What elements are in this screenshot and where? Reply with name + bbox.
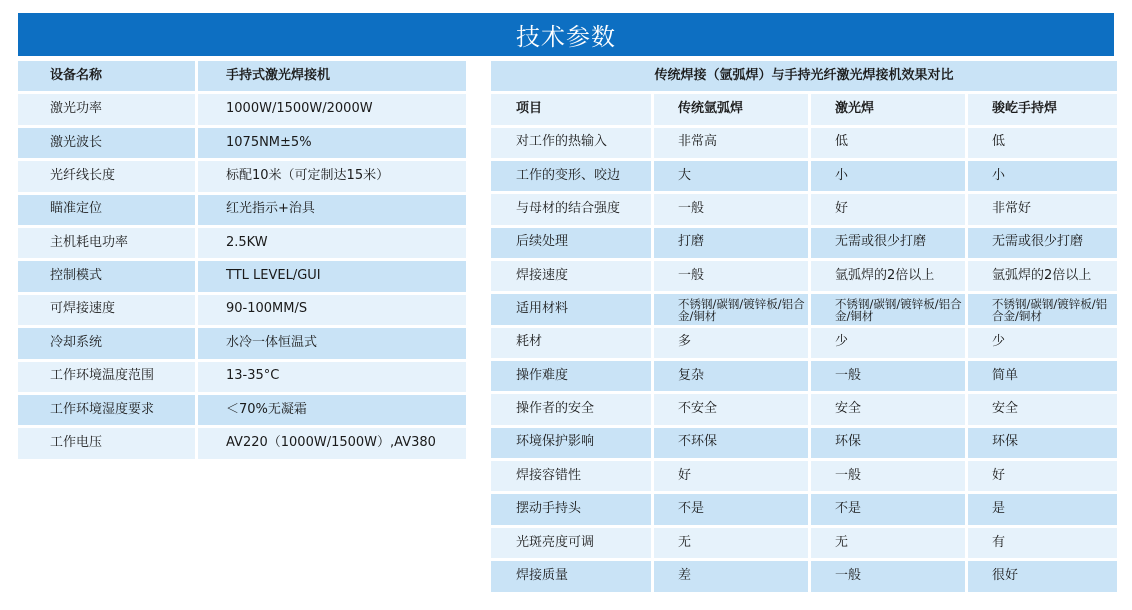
comparison-row-traditional-argon-arc: 好 (654, 461, 808, 491)
spec-row-value: 13-35°C (198, 362, 466, 392)
comparison-row-junyi-handheld: 安全 (968, 394, 1117, 424)
comparison-row-item: 焊接质量 (491, 561, 651, 591)
comparison-row-item: 焊接速度 (491, 261, 651, 291)
comparison-row-junyi-handheld: 有 (968, 528, 1117, 558)
comparison-row-traditional-argon-arc: 不环保 (654, 428, 808, 458)
comparison-row-item: 与母材的结合强度 (491, 194, 651, 224)
comparison-header-row-junyi-handheld: 骏屹手持焊 (968, 94, 1117, 124)
comparison-row-laser-welding: 安全 (811, 394, 965, 424)
comparison-row-traditional-argon-arc: 非常高 (654, 128, 808, 158)
spec-row-label: 工作环境温度范围 (18, 362, 195, 392)
comparison-row-traditional-argon-arc: 大 (654, 161, 808, 191)
spec-row-label: 激光功率 (18, 94, 195, 124)
comparison-row-junyi-handheld: 小 (968, 161, 1117, 191)
comparison-row-traditional-argon-arc: 复杂 (654, 361, 808, 391)
comparison-row-traditional-argon-arc: 一般 (654, 194, 808, 224)
page-title: 技术参数 (516, 23, 616, 51)
comparison-row-junyi-handheld: 不锈钢/碳钢/镀锌板/铝合金/铜材 (968, 294, 1117, 324)
comparison-row-item: 对工作的热输入 (491, 128, 651, 158)
comparison-row-traditional-argon-arc: 多 (654, 328, 808, 358)
comparison-row-laser-welding: 环保 (811, 428, 965, 458)
comparison-row-junyi-handheld: 低 (968, 128, 1117, 158)
spec-table (18, 61, 466, 459)
comparison-row-junyi-handheld: 氩弧焊的2倍以上 (968, 261, 1117, 291)
comparison-row-traditional-argon-arc: 不安全 (654, 394, 808, 424)
spec-row-label: 控制模式 (18, 261, 195, 291)
comparison-row-traditional-argon-arc: 无 (654, 528, 808, 558)
comparison-row-laser-welding: 不锈钢/碳钢/镀锌板/铝合金/铜材 (811, 294, 965, 324)
comparison-row-traditional-argon-arc: 一般 (654, 261, 808, 291)
comparison-header-row-item: 项目 (491, 94, 651, 124)
comparison-row-junyi-handheld: 少 (968, 328, 1117, 358)
comparison-row-item: 适用材料 (491, 294, 651, 324)
comparison-header-row-laser-welding: 激光焊 (811, 94, 965, 124)
spec-row-value: ＜70%无凝霜 (198, 395, 466, 425)
comparison-row-item: 后续处理 (491, 228, 651, 258)
spec-row-value: 1075NM±5% (198, 128, 466, 158)
comparison-row-junyi-handheld: 好 (968, 461, 1117, 491)
comparison-row-laser-welding: 无 (811, 528, 965, 558)
spec-row-label: 主机耗电功率 (18, 228, 195, 258)
spec-row-value: 90-100MM/S (198, 295, 466, 325)
comparison-row-junyi-handheld: 很好 (968, 561, 1117, 591)
comparison-row-junyi-handheld: 简单 (968, 361, 1117, 391)
comparison-row-item: 耗材 (491, 328, 651, 358)
comparison-row-laser-welding: 不是 (811, 494, 965, 524)
spec-header-row-label: 设备名称 (18, 61, 195, 91)
spec-row-label: 冷却系统 (18, 328, 195, 358)
spec-row-label: 可焊接速度 (18, 295, 195, 325)
comparison-row-laser-welding: 一般 (811, 361, 965, 391)
spec-row-value: TTL LEVEL/GUI (198, 261, 466, 291)
comparison-row-junyi-handheld: 是 (968, 494, 1117, 524)
comparison-row-item: 操作难度 (491, 361, 651, 391)
spec-row-value: 标配10米（可定制达15米） (198, 161, 466, 191)
spec-row-value: 红光指示+治具 (198, 195, 466, 225)
spec-header-row-value: 手持式激光焊接机 (198, 61, 466, 91)
comparison-row-laser-welding: 好 (811, 194, 965, 224)
spec-row-value: 2.5KW (198, 228, 466, 258)
spec-row-label: 瞄准定位 (18, 195, 195, 225)
comparison-row-traditional-argon-arc: 差 (654, 561, 808, 591)
spec-row-label: 激光波长 (18, 128, 195, 158)
comparison-table (491, 61, 1114, 592)
comparison-row-item: 操作者的安全 (491, 394, 651, 424)
comparison-row-laser-welding: 一般 (811, 461, 965, 491)
comparison-title: 传统焊接（氩弧焊）与手持光纤激光焊接机效果对比 (491, 61, 1117, 91)
comparison-row-laser-welding: 少 (811, 328, 965, 358)
comparison-row-junyi-handheld: 非常好 (968, 194, 1117, 224)
comparison-header-row-traditional-argon-arc: 传统氩弧焊 (654, 94, 808, 124)
comparison-row-item: 摆动手持头 (491, 494, 651, 524)
comparison-row-item: 焊接容错性 (491, 461, 651, 491)
comparison-row-item: 环境保护影响 (491, 428, 651, 458)
comparison-row-laser-welding: 一般 (811, 561, 965, 591)
comparison-row-traditional-argon-arc: 不锈钢/碳钢/镀锌板/铝合金/铜材 (654, 294, 808, 324)
comparison-row-junyi-handheld: 环保 (968, 428, 1117, 458)
comparison-row-junyi-handheld: 无需或很少打磨 (968, 228, 1117, 258)
comparison-row-laser-welding: 低 (811, 128, 965, 158)
comparison-row-laser-welding: 氩弧焊的2倍以上 (811, 261, 965, 291)
comparison-row-item: 光斑亮度可调 (491, 528, 651, 558)
comparison-row-laser-welding: 小 (811, 161, 965, 191)
comparison-row-traditional-argon-arc: 不是 (654, 494, 808, 524)
spec-row-label: 光纤线长度 (18, 161, 195, 191)
spec-row-label: 工作环境湿度要求 (18, 395, 195, 425)
spec-row-value: AV220（1000W/1500W）,AV380 (198, 428, 466, 458)
title-banner (18, 13, 1114, 56)
spec-row-label: 工作电压 (18, 428, 195, 458)
comparison-row-laser-welding: 无需或很少打磨 (811, 228, 965, 258)
spec-row-value: 水冷一体恒温式 (198, 328, 466, 358)
spec-row-value: 1000W/1500W/2000W (198, 94, 466, 124)
comparison-row-traditional-argon-arc: 打磨 (654, 228, 808, 258)
comparison-row-item: 工作的变形、咬边 (491, 161, 651, 191)
